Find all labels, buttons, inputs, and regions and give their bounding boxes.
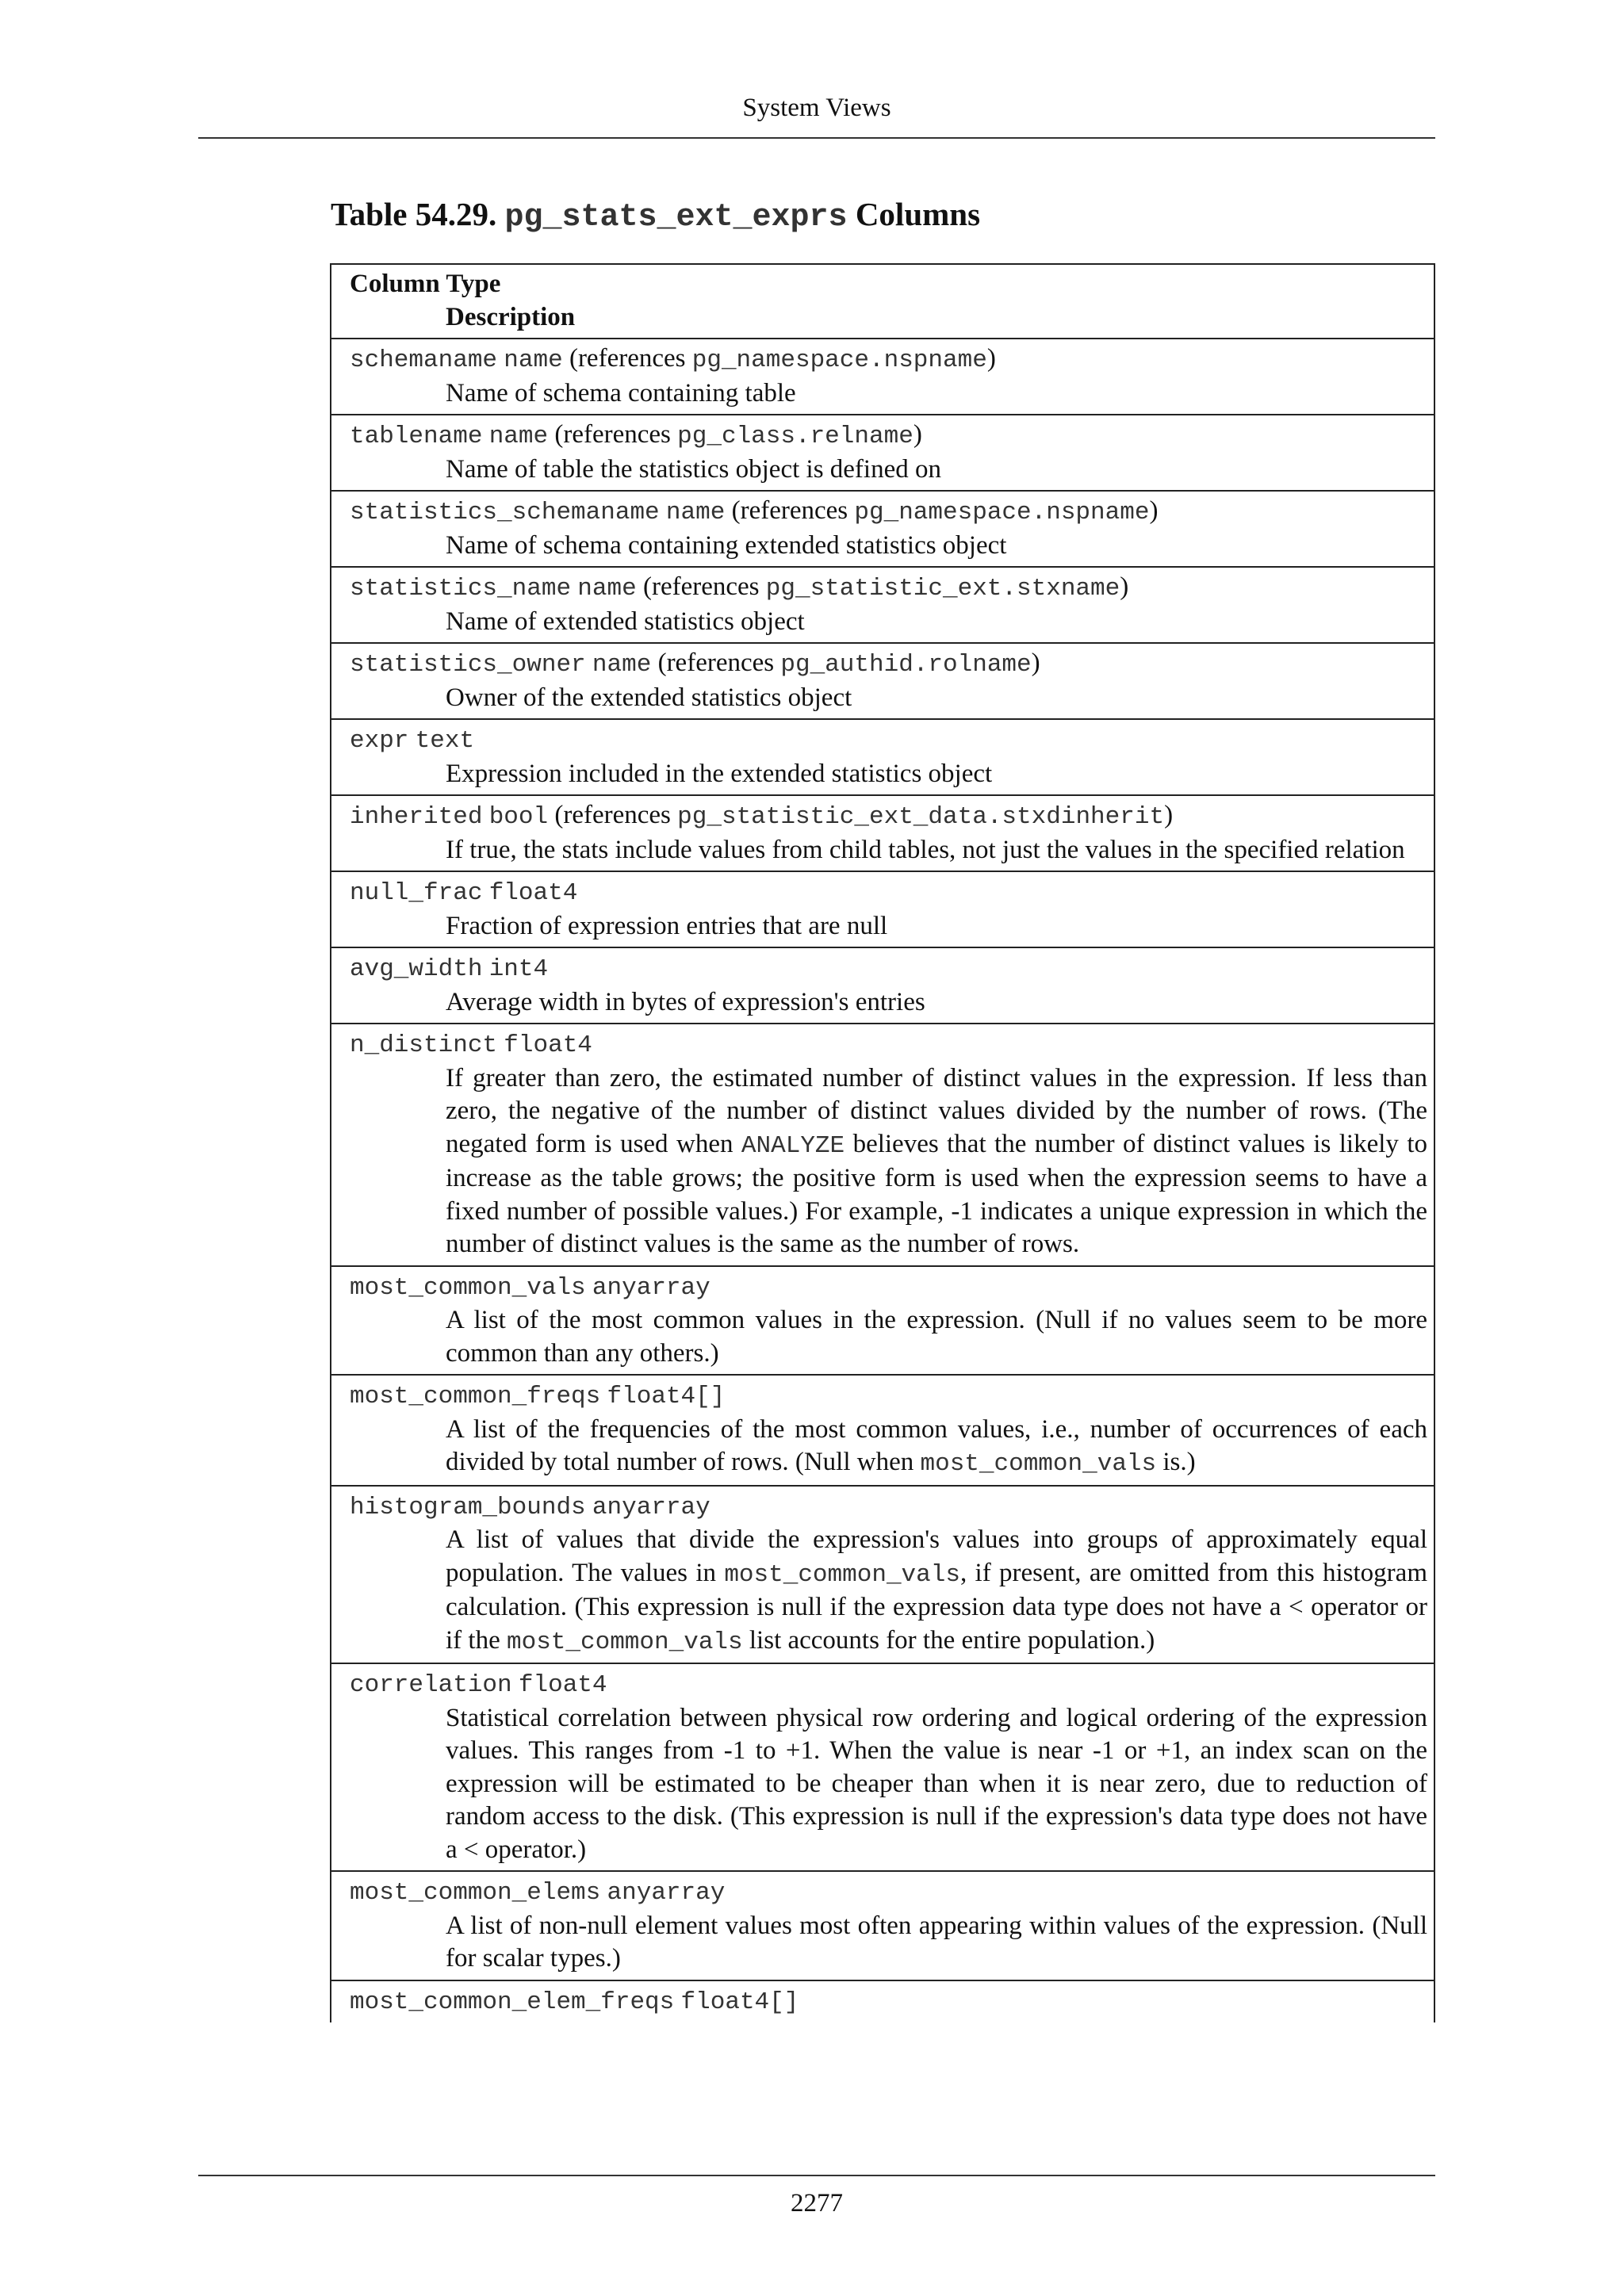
- description-text: believes that the number of distinct values is likely to increase as the table grows; the positive form is used when the expression seems to have a fixed number of possible values.) For example, -1 indicates a unique expression in which the number of distinct values is the same as the number of rows.: [446, 1129, 1427, 1258]
- column-description: Fraction of expression entries that are null: [446, 911, 888, 940]
- column-type: float4[]: [607, 1383, 726, 1410]
- column-name: statistics_name: [350, 575, 572, 603]
- table-row: [331, 1024, 1434, 1267]
- references-open: (references: [548, 801, 678, 829]
- description-text: list accounts for the entire population.): [742, 1625, 1155, 1655]
- column-description: [350, 1524, 1427, 1659]
- column-type: name: [504, 346, 563, 374]
- table-caption: [331, 193, 980, 239]
- column-type: anyarray: [592, 1493, 710, 1521]
- references-close: ): [1031, 649, 1040, 677]
- column-description: [350, 1062, 1427, 1261]
- header-description: Description: [446, 302, 576, 331]
- column-signature: [350, 875, 1427, 910]
- column-name: most_common_elem_freqs: [350, 1988, 675, 2016]
- column-signature: [350, 799, 1427, 834]
- header-rule: [198, 137, 1435, 139]
- column-type: name: [577, 575, 637, 603]
- header-column-type: Column Type: [350, 270, 501, 298]
- column-description: Name of schema containing table: [446, 378, 796, 408]
- references-target: pg_namespace.nspname: [691, 346, 987, 374]
- references-target: pg_class.relname: [677, 423, 914, 450]
- column-name: inherited: [350, 803, 483, 831]
- column-type: int4: [488, 955, 549, 983]
- column-name: tablename: [350, 423, 483, 450]
- column-description: Average width in bytes of expression's entries: [446, 987, 925, 1016]
- column-signature: [350, 1875, 1427, 1910]
- column-description: A list of the most common values in the expression. (Null if no values seem to be more common than any others.): [446, 1306, 1427, 1368]
- column-description: Owner of the extended statistics object: [446, 683, 852, 712]
- column-signature: [350, 1027, 1427, 1062]
- table-row: [331, 1981, 1434, 2023]
- references-close: ): [986, 344, 996, 373]
- table-row: [331, 339, 1434, 415]
- column-type: float4: [488, 879, 578, 907]
- inline-code: most_common_vals: [724, 1560, 960, 1589]
- column-name: null_frac: [350, 879, 483, 907]
- description-text: A list of the frequencies of the most common values, i.e., number of occurrences of each divided by total number of rows. (Null when: [446, 1414, 1427, 1476]
- column-name: schemaname: [350, 346, 498, 374]
- column-name: statistics_schemaname: [350, 499, 660, 526]
- column-signature: [350, 1490, 1427, 1525]
- column-description: Name of table the statistics object is defined on: [446, 454, 941, 484]
- column-description: If true, the stats include values from child tables, not just the values in the specified relation: [446, 835, 1405, 864]
- table-row: [331, 492, 1434, 568]
- description-text: , if present, are omitted from this histogram calculation. (This expression is null if the expression data type does not have a < operator or if the: [446, 1558, 1427, 1655]
- column-signature: [350, 951, 1427, 986]
- references-open: (references: [562, 344, 692, 373]
- references-open: (references: [725, 496, 855, 525]
- table-row: [331, 1267, 1434, 1376]
- column-description: Name of schema containing extended statistics object: [446, 530, 1007, 560]
- column-description: Expression included in the extended statistics object: [446, 759, 993, 788]
- references-target: pg_statistic_ext.stxname: [765, 575, 1120, 603]
- description-text: If greater than zero, the estimated number of distinct values in the expression. If less than zero, the negative of the number of distinct values divided by the number of rows. (The negated form is used when: [446, 1063, 1427, 1158]
- description-text: A list of values that divide the expression's values into groups of approximately equal population. The values in: [446, 1525, 1427, 1587]
- table-row: [331, 720, 1434, 796]
- column-name: correlation: [350, 1671, 512, 1699]
- column-type: float4: [518, 1671, 607, 1699]
- table-row: [331, 1872, 1434, 1981]
- table-row: [331, 644, 1434, 720]
- table-row: [331, 948, 1434, 1024]
- references-target: pg_statistic_ext_data.stxdinherit: [677, 803, 1165, 831]
- column-description: A list of non-null element values most often appearing within values of the expression. (Null for scalar types.): [446, 1911, 1427, 1973]
- column-type: float4[]: [680, 1988, 799, 2016]
- table-row: [331, 1664, 1434, 1872]
- table-header-row: [331, 265, 1434, 339]
- table-row: [331, 872, 1434, 948]
- column-signature: [350, 495, 1427, 530]
- caption-view-name: pg_stats_ext_exprs: [504, 200, 848, 235]
- inline-code: most_common_vals: [920, 1450, 1157, 1478]
- column-signature: [350, 1379, 1427, 1414]
- references-open: (references: [636, 572, 766, 601]
- columns-table: [330, 263, 1435, 2022]
- references-close: ): [1164, 801, 1174, 829]
- column-description: Name of extended statistics object: [446, 607, 805, 636]
- column-type: float4: [504, 1031, 592, 1059]
- caption-prefix: Table 54.29.: [331, 196, 505, 232]
- column-name: n_distinct: [350, 1031, 498, 1059]
- column-signature: [350, 1984, 1427, 2019]
- column-signature: [350, 1270, 1427, 1305]
- footer-rule: [198, 2175, 1435, 2176]
- references-target: pg_authid.rolname: [780, 651, 1032, 679]
- column-description: [350, 1414, 1427, 1481]
- table-row: [331, 1376, 1434, 1487]
- table-row: [331, 415, 1434, 492]
- inline-code: ANALYZE: [741, 1131, 845, 1160]
- column-signature: [350, 571, 1427, 606]
- column-name: most_common_vals: [350, 1273, 586, 1302]
- table-row: [331, 568, 1434, 644]
- references-close: ): [913, 420, 922, 449]
- page-number: 2277: [791, 2189, 843, 2218]
- references-close: ): [1120, 572, 1129, 601]
- column-description: Statistical correlation between physical row ordering and logical ordering of the expression values. This ranges from -1 to +1. When the value is near -1 or +1, an index scan on the expression will be estimated to be cheaper than when it is near zero, due to reduction of random access to the disk. (This expression is null if the expression's data type does not have a < operator.): [446, 1703, 1427, 1864]
- column-type: name: [592, 651, 652, 679]
- references-open: (references: [651, 649, 781, 677]
- column-type: anyarray: [592, 1273, 710, 1302]
- references-open: (references: [548, 420, 678, 449]
- column-name: most_common_freqs: [350, 1383, 601, 1410]
- caption-suffix: Columns: [847, 196, 981, 232]
- description-text: is.): [1156, 1448, 1196, 1476]
- table-row: [331, 1487, 1434, 1665]
- references-target: pg_namespace.nspname: [854, 499, 1150, 526]
- column-name: avg_width: [350, 955, 483, 983]
- column-name: expr: [350, 727, 409, 755]
- running-header: System Views: [742, 94, 891, 122]
- table-row: [331, 796, 1434, 872]
- column-name: most_common_elems: [350, 1879, 601, 1907]
- references-close: ): [1149, 496, 1159, 525]
- column-name: histogram_bounds: [350, 1493, 586, 1521]
- column-signature: [350, 419, 1427, 453]
- column-type: anyarray: [607, 1879, 726, 1907]
- column-signature: [350, 342, 1427, 377]
- column-signature: [350, 723, 1427, 758]
- column-signature: [350, 1667, 1427, 1702]
- inline-code: most_common_vals: [506, 1628, 743, 1656]
- column-type: name: [665, 499, 726, 526]
- column-type: name: [488, 423, 549, 450]
- column-type: text: [415, 727, 475, 755]
- column-signature: [350, 647, 1427, 682]
- column-name: statistics_owner: [350, 651, 586, 679]
- column-type: bool: [488, 803, 549, 831]
